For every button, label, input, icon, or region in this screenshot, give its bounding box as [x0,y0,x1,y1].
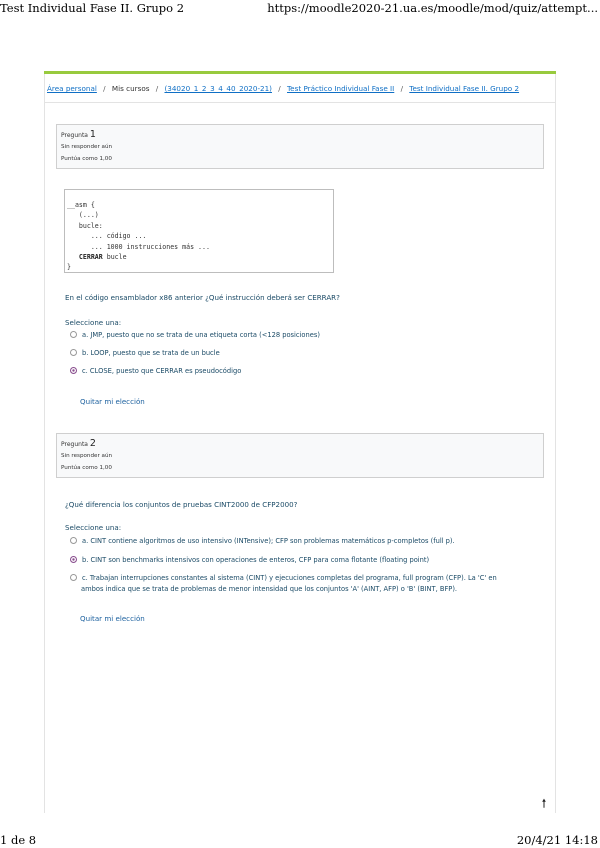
breadcrumb-separator: / [278,84,281,93]
breadcrumb-separator: / [103,84,106,93]
code-line: (...) [67,211,99,220]
code-line: } [67,263,71,272]
question-label: Pregunta [61,441,88,448]
code-keyword: CERRAR [78,253,103,262]
frame-border-left [44,74,45,813]
question-2-text: ¿Qué diferencia los conjuntos de pruebas CINT2000 de CFP2000? [65,500,298,509]
question-grade: Puntúa como 1,00 [61,156,112,162]
frame-border-right [555,74,556,813]
breadcrumb-separator: / [155,84,159,93]
print-footer-page: 1 de 8 [0,833,37,847]
code-block [64,189,334,273]
code-line: bucle: [67,221,103,230]
answer-text: a. JMP, puesto que no se trata de una etiqueta corta (<128 posiciones) [82,331,320,339]
answer-option[interactable] [70,573,511,595]
arrow-up-icon[interactable]: 🠑 [542,797,546,810]
print-footer-datetime: 20/4/21 14:18 [516,833,598,847]
question-1-text: En el código ensamblador x86 anterior ¿Qué instrucción deberá ser CERRAR? [65,293,340,302]
question-number-value: 1 [89,129,96,140]
answer-text: b. LOOP, puesto que se trata de un bucle [82,349,220,357]
breadcrumb-area-personal[interactable]: Área personal [47,84,97,93]
answer-text: c. CLOSE, puesto que CERRAR es pseudocódigo [82,367,242,375]
accent-bar [44,71,556,74]
answer-option[interactable] [70,555,500,566]
answer-text: a. CINT contiene algoritmos de uso intensivo (INTensive); CFP son problemas matemáticos p-completos (full p). [82,537,455,545]
code-line: ... 1000 instrucciones más ... [67,242,210,251]
radio-icon[interactable] [70,349,77,356]
print-header-url: https://moodle2020-21.ua.es/moodle/mod/quiz/attempt... [267,1,598,15]
answer-option[interactable] [70,366,500,377]
clear-choice-link[interactable]: Quitar mi elección [80,614,145,623]
question-label: Pregunta [61,132,88,139]
breadcrumb-separator: / [400,84,403,93]
radio-icon[interactable] [70,331,77,338]
question-number-value: 2 [89,438,96,449]
radio-icon[interactable] [70,367,77,374]
breadcrumb-test-practico[interactable]: Test Práctico Individual Fase II [287,84,395,93]
breadcrumb-divider [44,102,556,103]
question-1-info [56,124,544,169]
code-line: __asm { [67,201,95,209]
answer-option[interactable] [70,330,500,341]
select-one-label: Seleccione una: [65,318,122,327]
breadcrumb-course[interactable]: (34020_1_2_3_4_40_2020-21) [164,84,272,93]
code-line: bucle [102,253,127,262]
question-number [61,438,539,449]
radio-icon[interactable] [70,556,77,563]
radio-icon[interactable] [70,537,77,544]
question-grade: Puntúa como 1,00 [61,465,112,471]
breadcrumb-test-individual[interactable]: Test Individual Fase II. Grupo 2 [409,84,520,93]
radio-icon[interactable] [70,574,77,581]
select-one-label: Seleccione una: [65,523,122,532]
answer-option[interactable] [70,348,500,359]
question-state: Sin responder aún [61,144,113,150]
code-line: ... código ... [67,232,147,241]
question-2-info [56,433,544,478]
answer-text: c. Trabajan interrupciones constantes al sistema (CINT) y ejecuciones completas del programa, full program (CFP). La 'C' en ambos indica que se trata de problemas de menor intensidad que los conjuntos 'A' (AINT, AFP) o 'B' (BINT, BFP). [81,574,497,593]
breadcrumb [47,84,519,93]
breadcrumb-mis-cursos: Mis cursos [111,84,150,93]
answer-text: b. CINT son benchmarks intensivos con operaciones de enteros, CFP para coma flotante (floating point) [82,556,430,564]
question-number [61,129,539,140]
answer-option[interactable] [70,536,500,547]
question-state: Sin responder aún [61,453,113,459]
clear-choice-link[interactable]: Quitar mi elección [80,397,145,406]
print-header-title: Test Individual Fase II. Grupo 2 [0,1,185,15]
